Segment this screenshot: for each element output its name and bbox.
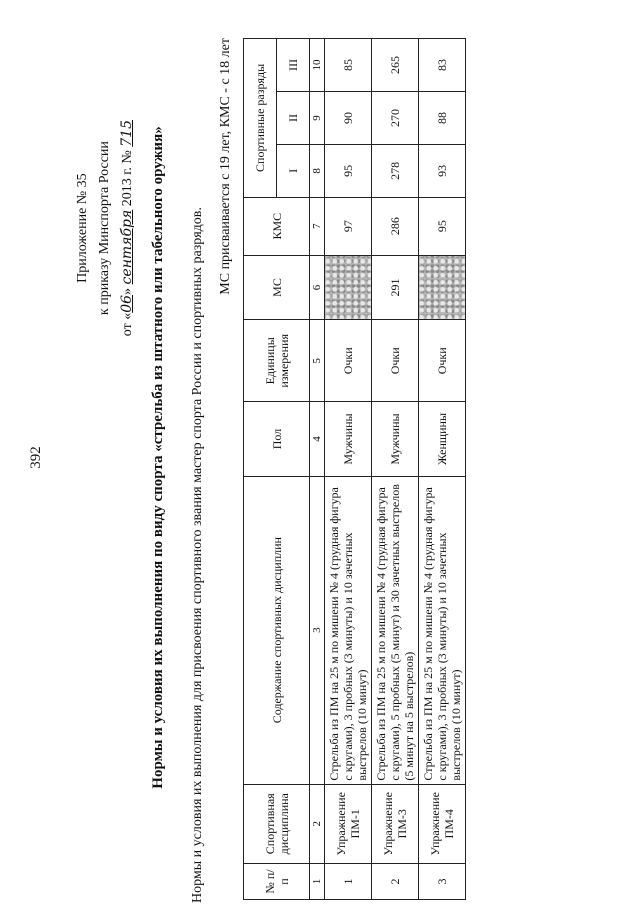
row-ms: 291 <box>372 255 419 320</box>
header-ranks: Спортивные разряды <box>244 39 277 198</box>
age-note: МС присваивается с 19 лет, КМС - с 18 лет <box>218 38 233 295</box>
row-rank-1: 93 <box>419 144 466 197</box>
date-day: 06 <box>119 294 135 313</box>
row-rank-2: 88 <box>419 91 466 144</box>
norms-table <box>243 38 466 900</box>
row-content: Стрельба из ПМ на 25 м по мишени № 4 (грудная фигура с кругами), 3 пробных (3 минуты) и 10 зачетных выстрелов (10 минут) <box>419 476 466 784</box>
column-number: 7 <box>310 197 325 255</box>
row-rank-2: 270 <box>372 91 419 144</box>
document-sheet <box>10 10 630 905</box>
row-ms-shaded <box>325 255 372 320</box>
row-rank-2: 90 <box>325 91 372 144</box>
header-discipline: Спортивная дисциплина <box>244 784 310 863</box>
row-content: Стрельба из ПМ на 25 м по мишени № 4 (грудная фигура с кругами), 5 пробных (5 минут) и 30 зачетных выстрелов (5 минут на 5 выстрелов) <box>372 476 419 784</box>
appendix-line-1: Приложение № 35 <box>75 173 90 283</box>
appendix-date-line <box>116 120 139 336</box>
table-row <box>419 39 466 900</box>
appendix-line-2: к приказу Минспорта России <box>97 141 112 316</box>
row-num: 1 <box>325 863 372 899</box>
column-number: 10 <box>310 39 325 92</box>
row-discipline: Упражнение ПМ-3 <box>372 784 419 863</box>
row-rank-3: 265 <box>372 39 419 92</box>
header-num: № п/п <box>244 863 310 899</box>
column-number: 2 <box>310 784 325 863</box>
row-kms: 97 <box>325 197 372 255</box>
header-ms: МС <box>244 255 310 320</box>
header-rank-1: I <box>277 144 310 197</box>
row-rank-3: 85 <box>325 39 372 92</box>
header-content: Содержание спортивных дисциплин <box>244 476 310 784</box>
column-number: 8 <box>310 144 325 197</box>
row-unit: Очки <box>419 320 466 402</box>
sub-title: Нормы и условия их выполнения для присвоения спортивного звания мастер спорта России и спортивных разрядов. <box>190 207 205 903</box>
header-rank-3: III <box>277 39 310 92</box>
date-prefix: от « <box>120 312 135 337</box>
date-year: 2013 г. № <box>120 150 135 207</box>
header-kms: КМС <box>244 197 310 255</box>
column-number: 1 <box>310 863 325 899</box>
column-number: 6 <box>310 255 325 320</box>
row-sex: Женщины <box>419 402 466 477</box>
column-number: 3 <box>310 476 325 784</box>
column-number-row <box>310 39 325 900</box>
header-unit: Единицы измерения <box>244 320 310 402</box>
table-row <box>325 39 372 900</box>
column-number: 5 <box>310 320 325 402</box>
row-rank-1: 278 <box>372 144 419 197</box>
main-title: Нормы и условия их выполнения по виду спорта «стрельба из штатного или табельного оружия» <box>150 126 166 789</box>
row-content: Стрельба из ПМ на 25 м по мишени № 4 (грудная фигура с кругами), 3 пробных (3 минуты) и 10 зачетных выстрелов (10 минут) <box>325 476 372 784</box>
row-ms-shaded <box>419 255 466 320</box>
date-month: сентября <box>119 209 135 285</box>
column-number: 9 <box>310 91 325 144</box>
row-num: 3 <box>419 863 466 899</box>
header-rank-2: II <box>277 91 310 144</box>
table-row <box>372 39 419 900</box>
row-rank-1: 95 <box>325 144 372 197</box>
row-num: 2 <box>372 863 419 899</box>
row-unit: Очки <box>325 320 372 402</box>
row-unit: Очки <box>372 320 419 402</box>
header-sex: Пол <box>244 402 310 477</box>
column-number: 4 <box>310 402 325 477</box>
date-mid: » <box>120 287 135 295</box>
row-rank-3: 83 <box>419 39 466 92</box>
appendix-header <box>72 120 139 336</box>
row-kms: 95 <box>419 197 466 255</box>
row-discipline: Упражнение ПМ-4 <box>419 784 466 863</box>
row-sex: Мужчины <box>325 402 372 477</box>
page-number: 392 <box>28 446 44 469</box>
order-number: 715 <box>119 120 135 147</box>
row-sex: Мужчины <box>372 402 419 477</box>
row-discipline: Упражнение ПМ-1 <box>325 784 372 863</box>
row-kms: 286 <box>372 197 419 255</box>
table-header-row <box>244 39 277 900</box>
